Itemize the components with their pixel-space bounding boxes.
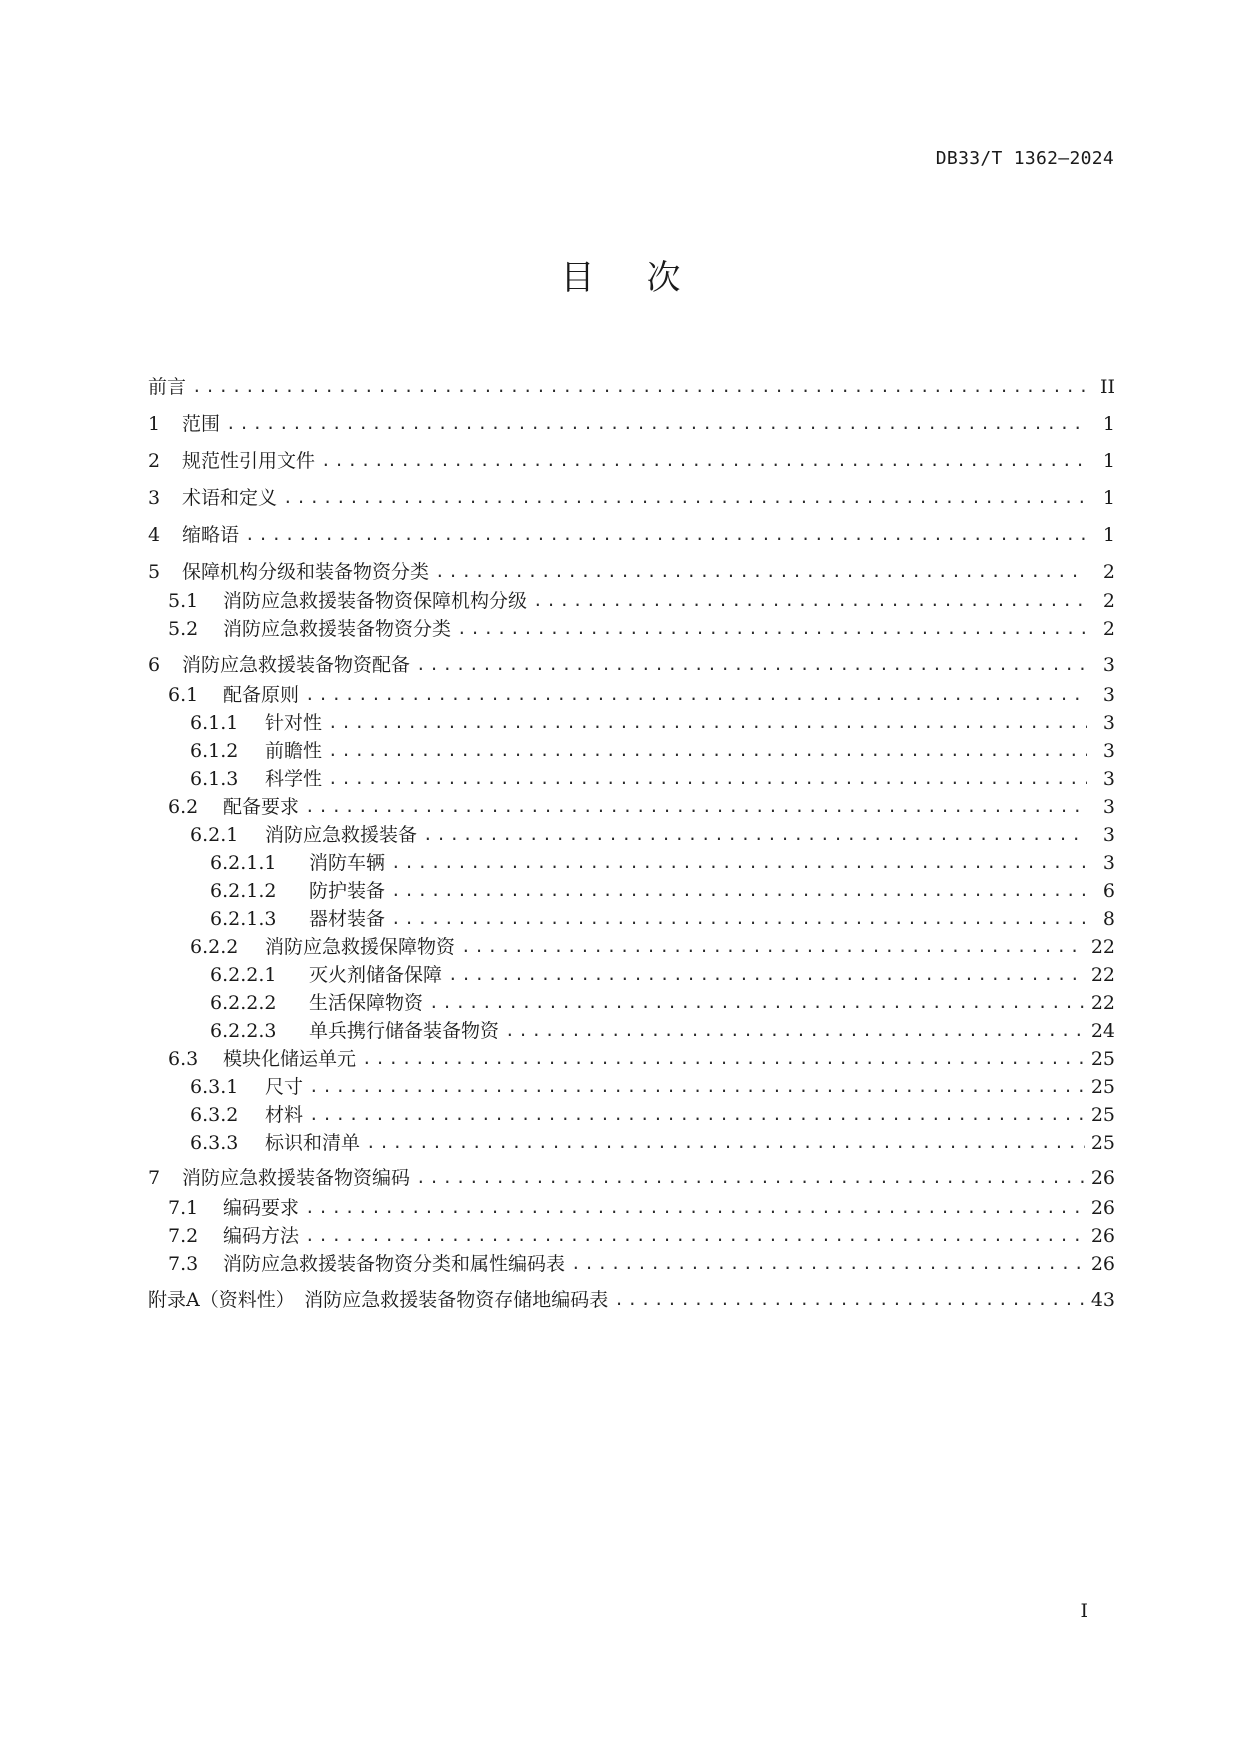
toc-entry-text: 规范性引用文件 xyxy=(182,450,316,472)
dot-leader xyxy=(391,906,1087,932)
toc-entry[interactable] xyxy=(148,411,1115,437)
dot-leader xyxy=(533,588,1087,614)
toc-entry-page: 6 xyxy=(1102,880,1115,902)
toc-entry-text: 前瞻性 xyxy=(265,740,323,762)
toc-entry-text: 消防应急救援装备物资配备 xyxy=(182,654,411,676)
dot-leader xyxy=(423,822,1087,848)
toc-entry[interactable] xyxy=(148,822,1115,848)
toc-entry-number: 6.3.3 xyxy=(190,1132,239,1154)
toc-entry[interactable] xyxy=(148,616,1115,642)
toc-entry[interactable] xyxy=(148,1046,1115,1072)
toc-entry-number: 6 xyxy=(148,654,161,676)
toc-entry[interactable] xyxy=(148,1130,1115,1156)
toc-entry-number: 5 xyxy=(148,561,161,583)
toc-entry-number: 6.1.3 xyxy=(190,768,239,790)
toc-entry-number: 6.3.2 xyxy=(190,1104,239,1126)
toc-entry-page: 3 xyxy=(1102,768,1115,790)
dot-leader xyxy=(505,1018,1085,1044)
page-title: 目次 xyxy=(560,258,733,298)
toc-entry-text: 保障机构分级和装备物资分类 xyxy=(182,561,430,583)
toc-entry[interactable] xyxy=(148,990,1115,1016)
dot-leader xyxy=(309,1102,1085,1128)
toc-entry[interactable] xyxy=(148,652,1115,678)
toc-entry-text: 科学性 xyxy=(265,768,323,790)
toc-entry-text: 配备要求 xyxy=(223,796,300,818)
dot-leader xyxy=(391,878,1087,904)
toc-entry[interactable] xyxy=(148,906,1115,932)
toc-entry-text: 附录A（资料性） 消防应急救援装备物资存储地编码表 xyxy=(148,1289,609,1311)
dot-leader xyxy=(321,448,1087,474)
toc-entry[interactable] xyxy=(148,1251,1115,1277)
toc-entry-number: 6.2.2.2 xyxy=(210,992,277,1014)
toc-entry-page: 22 xyxy=(1090,964,1115,986)
toc-entry-page: 25 xyxy=(1090,1048,1115,1070)
toc-entry-text: 防护装备 xyxy=(309,880,386,902)
toc-entry-page: 43 xyxy=(1090,1289,1115,1311)
dot-leader xyxy=(305,794,1087,820)
dot-leader xyxy=(305,682,1087,708)
toc-entry-page: 1 xyxy=(1102,524,1115,546)
toc-entry-text: 范围 xyxy=(182,413,221,435)
toc-entry-number: 5.1 xyxy=(168,590,199,612)
toc-entry-foreword[interactable] xyxy=(148,374,1115,400)
dot-leader xyxy=(416,652,1087,678)
toc-entry-text: 消防车辆 xyxy=(309,852,386,874)
toc-entry-number: 2 xyxy=(148,450,161,472)
toc-entry-text: 单兵携行储备装备物资 xyxy=(309,1020,500,1042)
toc-entry[interactable] xyxy=(148,850,1115,876)
toc-entry-number: 6.2.2.3 xyxy=(210,1020,277,1042)
dot-leader xyxy=(435,559,1087,585)
toc-entry-page: 3 xyxy=(1102,654,1115,676)
dot-leader xyxy=(283,485,1087,511)
toc-entry-page: 3 xyxy=(1102,684,1115,706)
toc-entry-number: 7.2 xyxy=(168,1225,199,1247)
toc-entry[interactable] xyxy=(148,962,1115,988)
toc-entry-page: 25 xyxy=(1090,1104,1115,1126)
toc-entry[interactable] xyxy=(148,934,1115,960)
toc-entry-text: 消防应急救援装备物资分类和属性编码表 xyxy=(223,1253,566,1275)
toc-entry-page: 3 xyxy=(1102,796,1115,818)
dot-leader xyxy=(309,1074,1085,1100)
dot-leader xyxy=(571,1251,1085,1277)
toc-entry-page: 2 xyxy=(1102,590,1115,612)
toc-entry-appendix-a[interactable] xyxy=(148,1287,1115,1313)
toc-entry-text: 标识和清单 xyxy=(265,1132,361,1154)
dot-leader xyxy=(366,1130,1085,1156)
document-code: DB33/T 1362—2024 xyxy=(935,148,1114,169)
dot-leader xyxy=(614,1287,1085,1313)
toc-entry[interactable] xyxy=(148,1223,1115,1249)
toc-entry-number: 6.2.2.1 xyxy=(210,964,277,986)
dot-leader xyxy=(328,738,1087,764)
toc-entry[interactable] xyxy=(148,448,1115,474)
toc-entry-text: 消防应急救援装备物资编码 xyxy=(182,1167,411,1189)
toc-entry-number: 7.1 xyxy=(168,1197,199,1219)
toc-entry-text: 消防应急救援装备 xyxy=(265,824,418,846)
toc-entry[interactable] xyxy=(148,682,1115,708)
toc-entry-page: 26 xyxy=(1090,1167,1115,1189)
toc-entry-text: 消防应急救援装备物资保障机构分级 xyxy=(223,590,528,612)
toc-entry-page: 3 xyxy=(1102,740,1115,762)
dot-leader xyxy=(245,522,1087,548)
toc-entry[interactable] xyxy=(148,1165,1115,1191)
toc-entry-number: 6.2.2 xyxy=(190,936,239,958)
toc-entry-page: 1 xyxy=(1102,450,1115,472)
toc-entry[interactable] xyxy=(148,766,1115,792)
dot-leader xyxy=(448,962,1085,988)
toc-entry-page: 2 xyxy=(1102,618,1115,640)
toc-entry-text: 术语和定义 xyxy=(182,487,278,509)
dot-leader xyxy=(192,374,1087,400)
toc-entry-text: 编码要求 xyxy=(223,1197,300,1219)
toc-entry-text: 消防应急救援保障物资 xyxy=(265,936,456,958)
toc-entry[interactable] xyxy=(148,878,1115,904)
dot-leader xyxy=(226,411,1087,437)
dot-leader xyxy=(305,1223,1085,1249)
toc-entry[interactable] xyxy=(148,485,1115,511)
toc-entry-page: 8 xyxy=(1102,908,1115,930)
toc-entry-page: 26 xyxy=(1090,1197,1115,1219)
toc-entry-text: 模块化储运单元 xyxy=(223,1048,357,1070)
toc-entry-number: 6.1.2 xyxy=(190,740,239,762)
toc-entry-text: 尺寸 xyxy=(265,1076,304,1098)
toc-entry[interactable] xyxy=(148,1074,1115,1100)
toc-entry-text: 配备原则 xyxy=(223,684,300,706)
toc-entry-text: 灭火剂储备保障 xyxy=(309,964,443,986)
toc-entry-number: 6.3.1 xyxy=(190,1076,239,1098)
toc-entry-number: 4 xyxy=(148,524,161,546)
dot-leader xyxy=(328,710,1087,736)
dot-leader xyxy=(416,1165,1085,1191)
toc-entry[interactable] xyxy=(148,794,1115,820)
toc-entry-number: 6.2.1.2 xyxy=(210,880,277,902)
toc-entry[interactable] xyxy=(148,522,1115,548)
toc-entry-page: 26 xyxy=(1090,1253,1115,1275)
toc-entry[interactable] xyxy=(148,1195,1115,1221)
toc-entry-text: 针对性 xyxy=(265,712,323,734)
toc-entry-number: 3 xyxy=(148,487,161,509)
toc-entry[interactable] xyxy=(148,1018,1115,1044)
toc-entry-number: 6.1 xyxy=(168,684,199,706)
toc-entry-page: 3 xyxy=(1102,824,1115,846)
toc-entry-number: 6.2.1.1 xyxy=(210,852,277,874)
toc-entry-number: 7.3 xyxy=(168,1253,199,1275)
toc-entry-page: 25 xyxy=(1090,1076,1115,1098)
toc-entry-text: 缩略语 xyxy=(182,524,240,546)
toc-entry-page: 2 xyxy=(1102,561,1115,583)
toc-entry-number: 7 xyxy=(148,1167,161,1189)
toc-entry-text: 生活保障物资 xyxy=(309,992,424,1014)
toc-entry[interactable] xyxy=(148,710,1115,736)
toc-entry-page: 26 xyxy=(1090,1225,1115,1247)
toc-entry-page: II xyxy=(1099,376,1115,398)
toc-entry-page: 22 xyxy=(1090,936,1115,958)
dot-leader xyxy=(457,616,1087,642)
toc-entry-page: 22 xyxy=(1090,992,1115,1014)
toc-entry-number: 1 xyxy=(148,413,161,435)
dot-leader xyxy=(328,766,1087,792)
toc-entry-page: 1 xyxy=(1102,413,1115,435)
toc-entry-page: 1 xyxy=(1102,487,1115,509)
dot-leader xyxy=(461,934,1085,960)
toc-entry-number: 5.2 xyxy=(168,618,199,640)
toc-entry-page: 3 xyxy=(1102,712,1115,734)
toc-entry-text: 材料 xyxy=(265,1104,304,1126)
toc-entry-page: 3 xyxy=(1102,852,1115,874)
dot-leader xyxy=(429,990,1085,1016)
toc-entry[interactable] xyxy=(148,738,1115,764)
toc-entry[interactable] xyxy=(148,1102,1115,1128)
toc-entry-number: 6.2.1 xyxy=(190,824,239,846)
toc-entry-number: 6.3 xyxy=(168,1048,199,1070)
toc-entry[interactable] xyxy=(148,588,1115,614)
page-number: I xyxy=(1080,1600,1088,1622)
toc-entry[interactable] xyxy=(148,559,1115,585)
dot-leader xyxy=(362,1046,1085,1072)
toc-entry-number: 6.2 xyxy=(168,796,199,818)
dot-leader xyxy=(305,1195,1085,1221)
toc-entry-text: 前言 xyxy=(148,376,187,398)
toc-entry-text: 编码方法 xyxy=(223,1225,300,1247)
toc-entry-page: 25 xyxy=(1090,1132,1115,1154)
toc-entry-text: 消防应急救援装备物资分类 xyxy=(223,618,452,640)
toc-entry-number: 6.1.1 xyxy=(190,712,239,734)
toc-entry-number: 6.2.1.3 xyxy=(210,908,277,930)
toc-entry-text: 器材装备 xyxy=(309,908,386,930)
dot-leader xyxy=(391,850,1087,876)
toc-entry-page: 24 xyxy=(1090,1020,1115,1042)
